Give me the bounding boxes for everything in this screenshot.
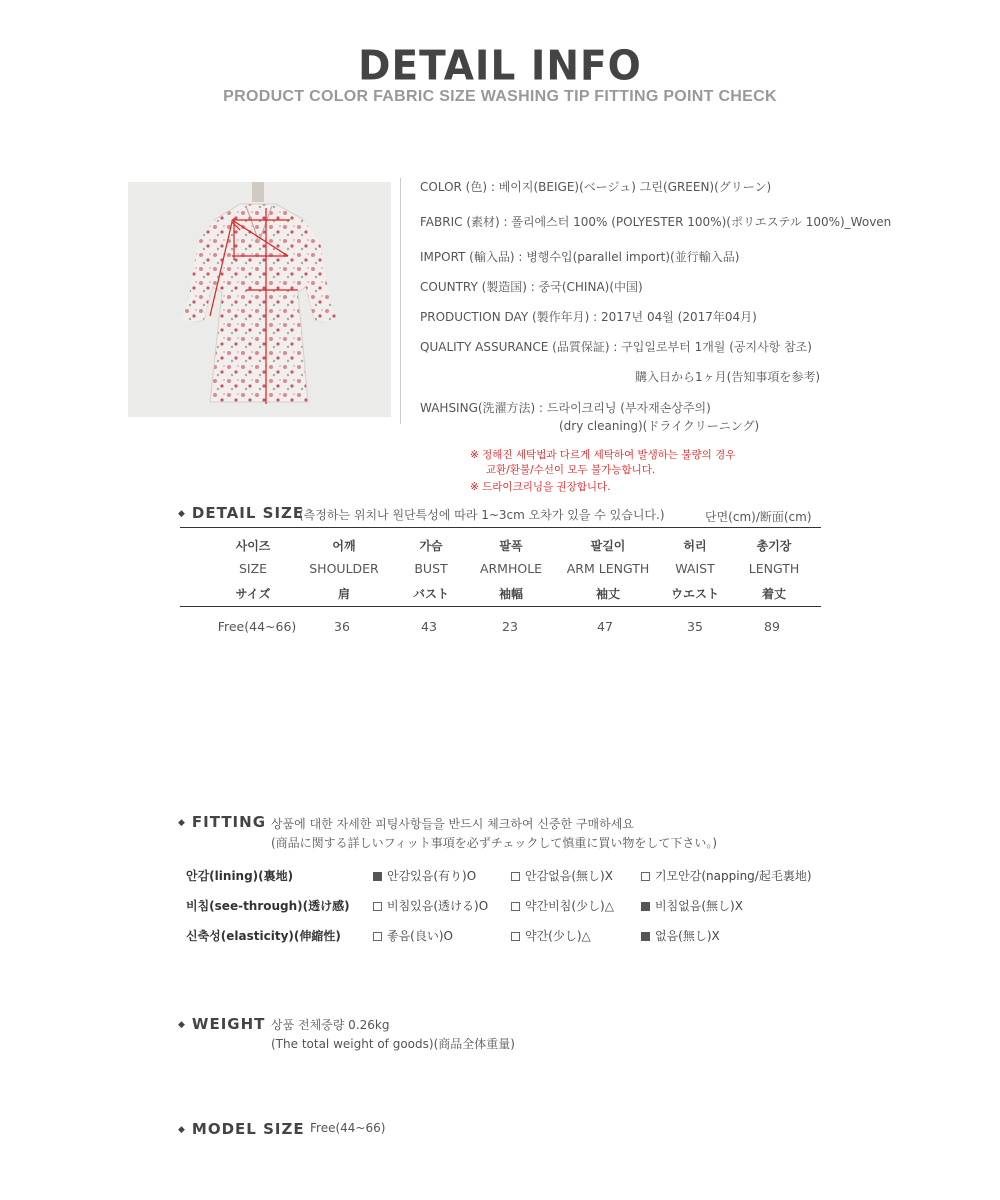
fitting-heading: [178, 813, 266, 831]
page-title: DETAIL INFO: [358, 42, 642, 91]
fitting-see-through-label: 비침(see-through)(透け感): [186, 899, 350, 913]
info-country: COUNTRY (製造国) : 중국(CHINA)(中国): [420, 280, 643, 294]
fitting-option-text: 비침없음(無し)X: [655, 899, 743, 913]
bust-header-ko: 가슴: [419, 539, 443, 553]
warning-line-1: ※ 정해진 세탁법과 다르게 세탁하여 발생하는 불량의 경우: [470, 449, 736, 461]
weight-line-2: (The total weight of goods)(商品全体重量): [271, 1037, 515, 1051]
diamond-bullet-icon: ◆: [178, 1125, 186, 1135]
detail-size-heading: [178, 504, 304, 522]
fitting-option: [511, 867, 613, 884]
fitting-option-text: 약간비침(少し)△: [525, 899, 614, 913]
size-header-ko: 사이즈: [235, 539, 271, 553]
fitting-option: [373, 897, 488, 914]
weight-heading: [178, 1015, 265, 1033]
bust-header-en: BUST: [414, 561, 448, 576]
model-size-heading: [178, 1120, 305, 1138]
size-header-jp: サイズ: [235, 587, 271, 601]
page-subtitle: PRODUCT COLOR FABRIC SIZE WASHING TIP FITTING POINT CHECK: [223, 88, 777, 105]
waist-header-en: WAIST: [675, 561, 715, 576]
fitting-option-text: 약간(少し)△: [525, 929, 591, 943]
warning-line-3: ※ 드라이크리닝을 권장합니다.: [470, 481, 611, 493]
diamond-bullet-icon: ◆: [178, 509, 186, 519]
fitting-lining-label: 안감(lining)(裏地): [186, 869, 294, 883]
detail-size-note: (측정하는 위치나 원단특성에 따라 1~3cm 오차가 있을 수 있습니다.): [299, 508, 665, 522]
shoulder-header-en: SHOULDER: [309, 561, 379, 576]
weight-line-1: 상품 전체중량 0.26kg: [271, 1018, 390, 1032]
arm-length-header-en: ARM LENGTH: [566, 561, 650, 576]
divider: [400, 178, 401, 424]
checkbox-empty-icon: [511, 902, 520, 911]
fitting-option: [373, 867, 476, 884]
fitting-option-text: 기모안감(napping/起毛裏地): [655, 869, 812, 883]
arm-length-header-ko: 팔길이: [590, 539, 626, 553]
fitting-option-text: 안감있음(有り)O: [387, 869, 477, 883]
fitting-note-2: (商品に関する詳しいフィット事項を必ずチェックして慎重に買い物をして下さい。): [271, 836, 718, 850]
armhole-value: 23: [502, 619, 518, 634]
model-size-heading-text: MODEL SIZE: [191, 1120, 305, 1138]
info-fabric: FABRIC (素材) : 폴리에스터 100% (POLYESTER 100%)(ポリエステル 100%)_Woven: [420, 215, 892, 229]
info-production-day: PRODUCTION DAY (製作年月) : 2017년 04월 (2017年04月): [420, 310, 757, 324]
armhole-header-jp: 袖幅: [498, 587, 524, 601]
fitting-option: [373, 927, 453, 944]
shoulder-header-ko: 어깨: [332, 539, 356, 553]
checkbox-empty-icon: [511, 932, 520, 941]
waist-header-jp: ウエスト: [670, 587, 720, 601]
length-header-ko: 총기장: [756, 539, 792, 553]
bust-value: 43: [421, 619, 437, 634]
checkbox-empty-icon: [641, 872, 650, 881]
armhole-header-ko: 팔폭: [499, 539, 523, 553]
checkbox-checked-icon: [641, 932, 650, 941]
product-photo: [128, 182, 391, 417]
waist-header-ko: 허리: [683, 539, 707, 553]
fitting-option: [511, 927, 591, 944]
dress-illustration: [128, 182, 391, 417]
fitting-option-text: 안감없음(無し)X: [525, 869, 613, 883]
fitting-option: [641, 927, 720, 944]
fitting-option: [511, 897, 614, 914]
weight-heading-text: WEIGHT: [191, 1015, 266, 1033]
fitting-option: [641, 897, 743, 914]
fitting-note-1: 상품에 대한 자세한 피팅사항들을 반드시 체크하여 신중한 구매하세요: [271, 817, 634, 831]
warning-line-2: 교환/환불/수선이 모두 불가능합니다.: [486, 464, 656, 476]
length-header-en: LENGTH: [748, 561, 800, 576]
fitting-heading-text: FITTING: [191, 813, 267, 831]
checkbox-checked-icon: [373, 872, 382, 881]
fitting-elasticity-label: 신축성(elasticity)(伸縮性): [186, 929, 341, 943]
diamond-bullet-icon: ◆: [178, 1020, 186, 1030]
info-washing-2: (dry cleaning)(ドライクリーニング): [559, 419, 760, 433]
fitting-option: [641, 867, 812, 884]
info-import: IMPORT (輸入品) : 병행수입(parallel import)(並行輸入品): [420, 250, 740, 264]
bust-header-jp: バスト: [412, 587, 450, 601]
info-quality: QUALITY ASSURANCE (品質保証) : 구입일로부터 1개월 (공지사항 참조): [420, 340, 812, 354]
model-size-value: Free(44~66): [310, 1121, 386, 1135]
size-value: Free(44~66): [217, 619, 297, 634]
info-color: COLOR (色) : 베이지(BEIGE)(ベージュ) 그린(GREEN)(グリーン): [420, 180, 772, 194]
checkbox-empty-icon: [373, 932, 382, 941]
arm-length-header-jp: 袖丈: [595, 587, 621, 601]
info-quality-jp: 購入日から1ヶ月(告知事項を参考): [635, 370, 820, 384]
detail-size-heading-text: DETAIL SIZE: [191, 504, 305, 522]
size-table-top-rule: [180, 527, 821, 528]
shoulder-value: 36: [334, 619, 350, 634]
fitting-option-text: 좋음(良い)O: [387, 929, 453, 943]
info-washing: WAHSING(洗濯方法) : 드라이크리닝 (부자재손상주의): [420, 401, 711, 415]
length-header-jp: 着丈: [761, 587, 787, 601]
arm-length-value: 47: [597, 619, 613, 634]
size-table-mid-rule: [180, 606, 821, 607]
waist-value: 35: [687, 619, 703, 634]
diamond-bullet-icon: ◆: [178, 818, 186, 828]
fitting-option-text: 비침있음(透ける)O: [387, 899, 489, 913]
armhole-header-en: ARMHOLE: [479, 561, 543, 576]
checkbox-empty-icon: [511, 872, 520, 881]
fitting-option-text: 없음(無し)X: [655, 929, 720, 943]
checkbox-empty-icon: [373, 902, 382, 911]
length-value: 89: [764, 619, 780, 634]
size-header-en: SIZE: [238, 561, 268, 576]
shoulder-header-jp: 肩: [337, 587, 351, 601]
checkbox-checked-icon: [641, 902, 650, 911]
detail-size-unit: 단면(cm)/断面(cm): [705, 510, 812, 524]
